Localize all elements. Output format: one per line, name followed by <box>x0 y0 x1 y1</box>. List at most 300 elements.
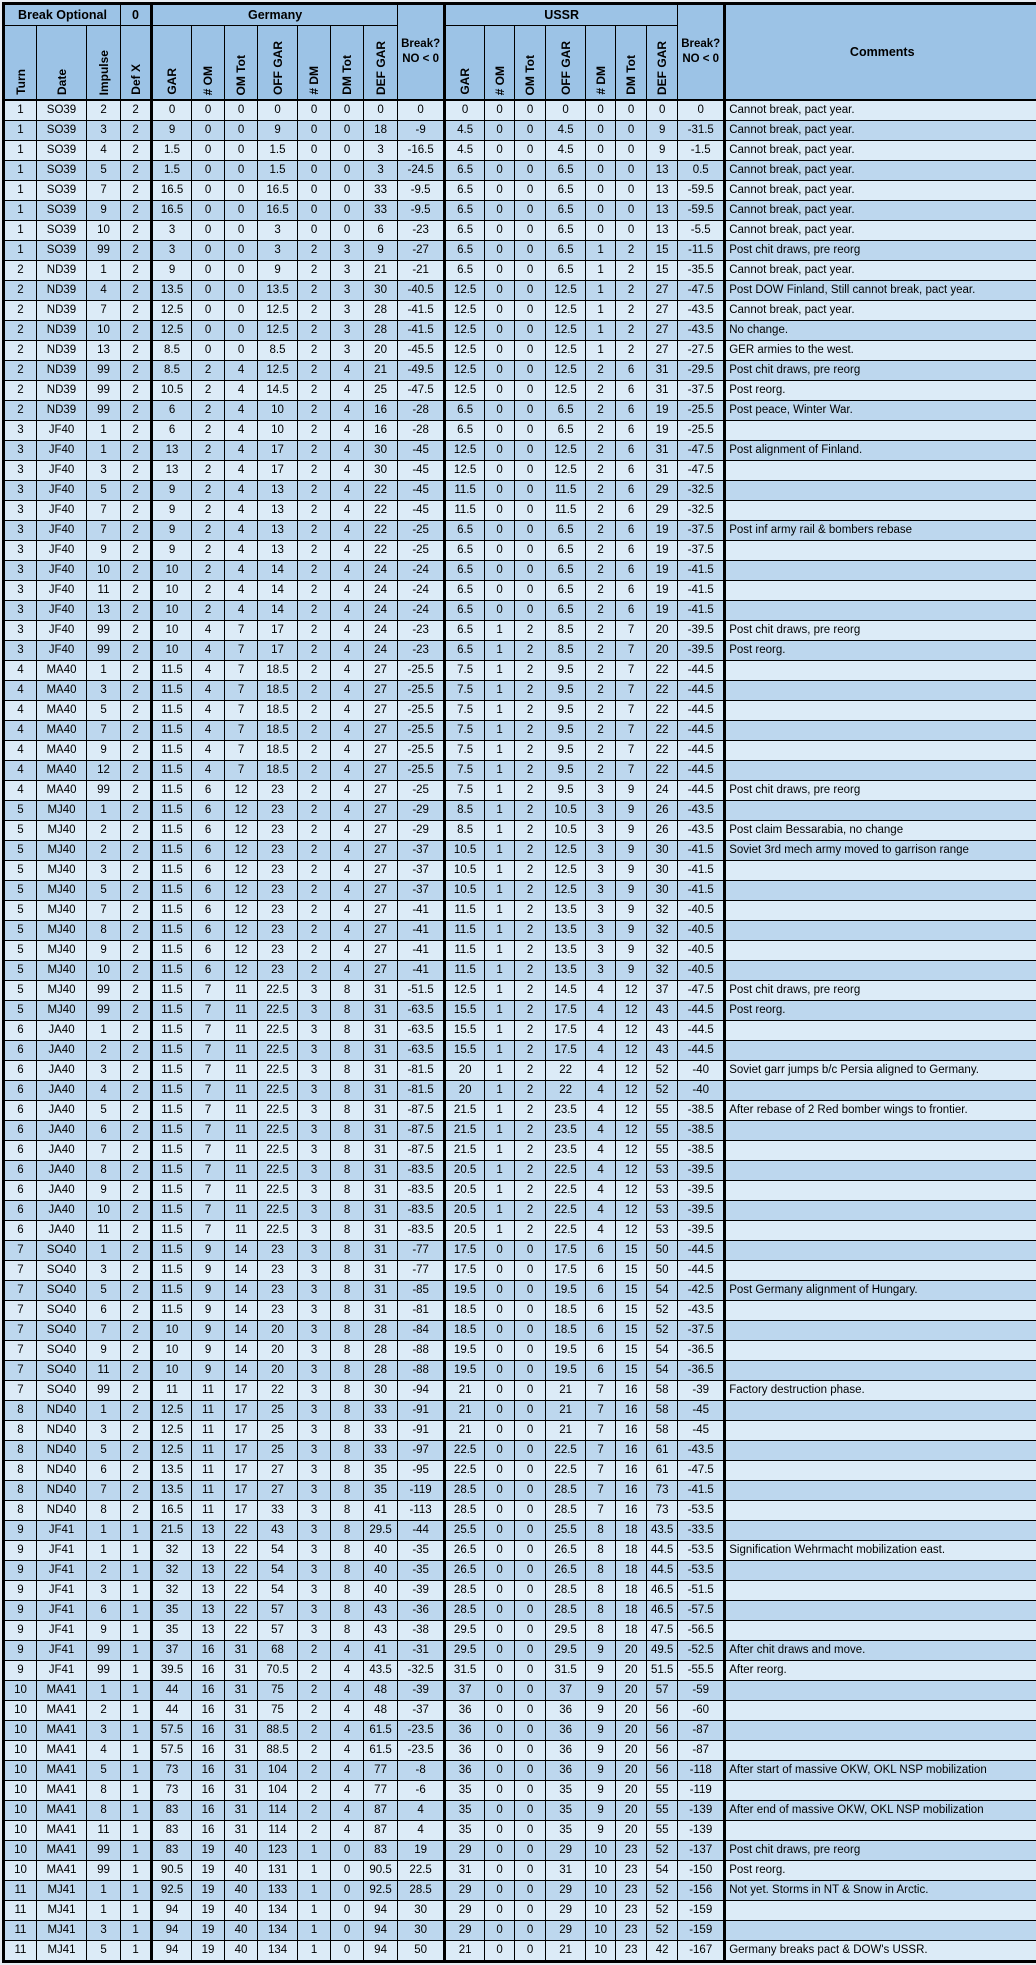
cell-ussr-gar: 6.5 <box>445 161 485 181</box>
cell-ger-break: -16.5 <box>398 141 445 161</box>
cell-ger-off-gar: 22.5 <box>258 1201 298 1221</box>
cell-ussr-break: -41.5 <box>678 601 725 621</box>
cell-ger-off-gar: 3 <box>258 221 298 241</box>
cell-ger-off-gar: 18.5 <box>258 741 298 761</box>
cell-impulse: 11 <box>87 1361 121 1381</box>
cell-ussr-gar: 7.5 <box>445 661 485 681</box>
cell-ger-om-tot: 11 <box>225 1221 258 1241</box>
col-header-date: Date <box>37 26 87 101</box>
cell-turn: 5 <box>4 921 37 941</box>
cell-ger-om-tot: 0 <box>225 301 258 321</box>
cell-ussr-num-dm: 8 <box>586 1561 616 1581</box>
cell-ussr-num-om: 1 <box>485 1081 515 1101</box>
cell-ussr-om-tot: 0 <box>515 1941 546 1962</box>
cell-ussr-off-gar: 23.5 <box>546 1101 586 1121</box>
cell-ussr-num-dm: 4 <box>586 1201 616 1221</box>
cell-ussr-off-gar: 22 <box>546 1081 586 1101</box>
cell-ger-def-gar: 31 <box>364 981 398 1001</box>
cell-ussr-dm-tot: 23 <box>616 1881 647 1901</box>
cell-ussr-break: -47.5 <box>678 1461 725 1481</box>
cell-ussr-dm-tot: 18 <box>616 1521 647 1541</box>
cell-ussr-def-gar: 9 <box>647 121 678 141</box>
cell-ger-def-gar: 77 <box>364 1781 398 1801</box>
table-row <box>4 100 1036 121</box>
cell-ussr-num-dm: 0 <box>586 201 616 221</box>
cell-ger-om-tot: 4 <box>225 381 258 401</box>
cell-ussr-break: -37.5 <box>678 521 725 541</box>
cell-ussr-gar: 6.5 <box>445 601 485 621</box>
cell-comment: After end of massive OKW, OKL NSP mobilization <box>725 1801 1036 1821</box>
cell-ussr-def-gar: 13 <box>647 181 678 201</box>
cell-ussr-num-om: 0 <box>485 241 515 261</box>
cell-turn: 2 <box>4 261 37 281</box>
cell-ger-num-om: 4 <box>192 681 225 701</box>
cell-ussr-om-tot: 0 <box>515 521 546 541</box>
cell-ussr-dm-tot: 23 <box>616 1841 647 1861</box>
col-header-ussr-om-tot: OM Tot <box>515 26 546 101</box>
cell-ussr-break: -41.5 <box>678 1481 725 1501</box>
cell-ussr-gar: 11.5 <box>445 961 485 981</box>
cell-ussr-break: -137 <box>678 1841 725 1861</box>
cell-ger-break: -36 <box>398 1601 445 1621</box>
cell-ussr-gar: 7.5 <box>445 701 485 721</box>
cell-date: JF41 <box>37 1561 87 1581</box>
table-row <box>4 1661 1036 1681</box>
cell-ger-num-om: 7 <box>192 1221 225 1241</box>
cell-ussr-dm-tot: 20 <box>616 1681 647 1701</box>
table-row <box>4 941 1036 961</box>
cell-def-x: 1 <box>121 1761 152 1781</box>
cell-ger-num-om: 7 <box>192 1101 225 1121</box>
cell-ussr-num-dm: 9 <box>586 1761 616 1781</box>
cell-comment: Cannot break, pact year. <box>725 301 1036 321</box>
cell-impulse: 11 <box>87 581 121 601</box>
cell-ger-dm-tot: 4 <box>331 1761 364 1781</box>
cell-ussr-break: -118 <box>678 1761 725 1781</box>
cell-ger-dm-tot: 4 <box>331 581 364 601</box>
cell-ussr-break: -43.5 <box>678 801 725 821</box>
cell-turn: 3 <box>4 481 37 501</box>
cell-ger-om-tot: 4 <box>225 581 258 601</box>
cell-comment: Soviet garr jumps b/c Persia aligned to Germany. <box>725 1061 1036 1081</box>
cell-ger-num-om: 13 <box>192 1541 225 1561</box>
group-header-row <box>4 4 1036 26</box>
cell-ussr-off-gar: 35 <box>546 1801 586 1821</box>
cell-ussr-dm-tot: 16 <box>616 1481 647 1501</box>
cell-ger-num-om: 2 <box>192 521 225 541</box>
cell-ussr-break: -25.5 <box>678 421 725 441</box>
cell-ussr-om-tot: 0 <box>515 401 546 421</box>
cell-ger-num-om: 7 <box>192 1121 225 1141</box>
cell-date: JA40 <box>37 1121 87 1141</box>
cell-ussr-def-gar: 49.5 <box>647 1641 678 1661</box>
cell-turn: 1 <box>4 201 37 221</box>
cell-date: JF40 <box>37 601 87 621</box>
cell-ger-num-om: 4 <box>192 621 225 641</box>
cell-ussr-dm-tot: 15 <box>616 1361 647 1381</box>
cell-ussr-om-tot: 0 <box>515 1541 546 1561</box>
cell-ger-dm-tot: 8 <box>331 1161 364 1181</box>
cell-ussr-def-gar: 52 <box>647 1901 678 1921</box>
cell-ger-num-dm: 3 <box>298 1521 331 1541</box>
cell-ussr-break: -44.5 <box>678 1241 725 1261</box>
cell-ussr-off-gar: 18.5 <box>546 1301 586 1321</box>
cell-ussr-def-gar: 9 <box>647 141 678 161</box>
cell-ger-om-tot: 31 <box>225 1681 258 1701</box>
cell-ger-num-om: 2 <box>192 461 225 481</box>
col-header-ussr-num-dm: # DM <box>586 26 616 101</box>
table-row <box>4 481 1036 501</box>
cell-ussr-gar: 11.5 <box>445 481 485 501</box>
cell-ger-dm-tot: 8 <box>331 1461 364 1481</box>
cell-ussr-off-gar: 23.5 <box>546 1121 586 1141</box>
cell-comment: Cannot break, pact year. <box>725 261 1036 281</box>
cell-ussr-break: -40.5 <box>678 941 725 961</box>
cell-ussr-num-dm: 6 <box>586 1341 616 1361</box>
cell-ussr-dm-tot: 18 <box>616 1621 647 1641</box>
cell-ger-om-tot: 12 <box>225 941 258 961</box>
cell-ussr-break: -167 <box>678 1941 725 1962</box>
cell-ger-gar: 8.5 <box>152 361 192 381</box>
cell-ger-off-gar: 22.5 <box>258 1021 298 1041</box>
cell-turn: 7 <box>4 1361 37 1381</box>
cell-ger-gar: 11.5 <box>152 1021 192 1041</box>
cell-turn: 7 <box>4 1381 37 1401</box>
cell-ger-break: -39 <box>398 1581 445 1601</box>
cell-ger-om-tot: 14 <box>225 1321 258 1341</box>
cell-def-x: 2 <box>121 241 152 261</box>
cell-ger-gar: 11.5 <box>152 761 192 781</box>
cell-turn: 9 <box>4 1621 37 1641</box>
cell-comment <box>725 421 1036 441</box>
cell-date: SO40 <box>37 1321 87 1341</box>
cell-ussr-gar: 7.5 <box>445 721 485 741</box>
cell-ger-om-tot: 12 <box>225 861 258 881</box>
cell-ussr-gar: 6.5 <box>445 221 485 241</box>
cell-ger-gar: 11.5 <box>152 861 192 881</box>
cell-ussr-off-gar: 12.5 <box>546 881 586 901</box>
cell-ger-off-gar: 27 <box>258 1461 298 1481</box>
cell-ger-def-gar: 27 <box>364 881 398 901</box>
cell-ussr-num-dm: 4 <box>586 1041 616 1061</box>
table-header <box>4 4 1036 101</box>
cell-ussr-gar: 21 <box>445 1421 485 1441</box>
cell-ussr-gar: 18.5 <box>445 1321 485 1341</box>
cell-ussr-break: -42.5 <box>678 1281 725 1301</box>
cell-ger-om-tot: 0 <box>225 201 258 221</box>
cell-ger-dm-tot: 8 <box>331 1581 364 1601</box>
cell-ger-om-tot: 4 <box>225 461 258 481</box>
cell-def-x: 2 <box>121 1341 152 1361</box>
cell-turn: 5 <box>4 841 37 861</box>
cell-ussr-num-dm: 2 <box>586 641 616 661</box>
cell-ussr-gar: 36 <box>445 1761 485 1781</box>
cell-ussr-om-tot: 0 <box>515 121 546 141</box>
cell-ussr-def-gar: 52 <box>647 1061 678 1081</box>
cell-ger-om-tot: 31 <box>225 1661 258 1681</box>
cell-ger-dm-tot: 0 <box>331 121 364 141</box>
cell-ussr-off-gar: 9.5 <box>546 721 586 741</box>
cell-ussr-break: -32.5 <box>678 501 725 521</box>
cell-ussr-dm-tot: 0 <box>616 221 647 241</box>
cell-ger-gar: 11.5 <box>152 1181 192 1201</box>
cell-def-x: 1 <box>121 1741 152 1761</box>
cell-turn: 10 <box>4 1841 37 1861</box>
cell-def-x: 1 <box>121 1781 152 1801</box>
cell-comment <box>725 1741 1036 1761</box>
cell-ger-num-dm: 2 <box>298 621 331 641</box>
cell-ussr-break: -38.5 <box>678 1141 725 1161</box>
cell-ussr-om-tot: 0 <box>515 441 546 461</box>
cell-ussr-num-dm: 8 <box>586 1621 616 1641</box>
table-row <box>4 1701 1036 1721</box>
cell-impulse: 99 <box>87 621 121 641</box>
cell-ussr-num-om: 0 <box>485 1521 515 1541</box>
cell-ger-break: -39 <box>398 1681 445 1701</box>
cell-ger-num-om: 16 <box>192 1721 225 1741</box>
cell-turn: 7 <box>4 1341 37 1361</box>
cell-ussr-break: -44.5 <box>678 1021 725 1041</box>
cell-comment <box>725 1481 1036 1501</box>
cell-ussr-num-dm: 9 <box>586 1721 616 1741</box>
cell-ger-gar: 11.5 <box>152 1241 192 1261</box>
cell-ussr-def-gar: 19 <box>647 421 678 441</box>
cell-ussr-break: -59 <box>678 1681 725 1701</box>
cell-ger-def-gar: 28 <box>364 321 398 341</box>
cell-turn: 10 <box>4 1721 37 1741</box>
cell-ussr-off-gar: 29.5 <box>546 1621 586 1641</box>
cell-ger-num-dm: 2 <box>298 1681 331 1701</box>
cell-ussr-num-dm: 7 <box>586 1441 616 1461</box>
cell-ger-off-gar: 10 <box>258 421 298 441</box>
cell-turn: 6 <box>4 1161 37 1181</box>
cell-ussr-off-gar: 14.5 <box>546 981 586 1001</box>
cell-def-x: 2 <box>121 221 152 241</box>
cell-ger-num-dm: 2 <box>298 261 331 281</box>
cell-ussr-break: -139 <box>678 1801 725 1821</box>
cell-ger-def-gar: 48 <box>364 1681 398 1701</box>
cell-turn: 6 <box>4 1081 37 1101</box>
cell-ger-om-tot: 11 <box>225 1061 258 1081</box>
cell-impulse: 5 <box>87 1941 121 1962</box>
cell-date: ND39 <box>37 321 87 341</box>
cell-ger-off-gar: 114 <box>258 1821 298 1841</box>
cell-comment <box>725 1361 1036 1381</box>
cell-ussr-dm-tot: 9 <box>616 901 647 921</box>
cell-ger-def-gar: 33 <box>364 201 398 221</box>
cell-ussr-break: -41.5 <box>678 881 725 901</box>
cell-ger-off-gar: 23 <box>258 1241 298 1261</box>
cell-date: SO39 <box>37 201 87 221</box>
cell-ussr-dm-tot: 12 <box>616 1001 647 1021</box>
cell-ger-def-gar: 22 <box>364 481 398 501</box>
cell-turn: 10 <box>4 1861 37 1881</box>
cell-ger-def-gar: 22 <box>364 521 398 541</box>
cell-ger-gar: 11.5 <box>152 1121 192 1141</box>
cell-ger-off-gar: 9 <box>258 261 298 281</box>
cell-ussr-def-gar: 19 <box>647 581 678 601</box>
cell-ger-dm-tot: 8 <box>331 1081 364 1101</box>
cell-ussr-off-gar: 31.5 <box>546 1661 586 1681</box>
cell-ussr-gar: 6.5 <box>445 641 485 661</box>
table-row <box>4 1301 1036 1321</box>
cell-ger-num-om: 7 <box>192 1001 225 1021</box>
cell-ussr-off-gar: 6.5 <box>546 181 586 201</box>
cell-ussr-num-om: 0 <box>485 1301 515 1321</box>
cell-ger-num-dm: 3 <box>298 1361 331 1381</box>
cell-ussr-break: -119 <box>678 1781 725 1801</box>
cell-ussr-gar: 6.5 <box>445 581 485 601</box>
cell-ger-def-gar: 21 <box>364 261 398 281</box>
cell-ussr-off-gar: 8.5 <box>546 621 586 641</box>
cell-ger-break: -87.5 <box>398 1141 445 1161</box>
cell-turn: 1 <box>4 241 37 261</box>
cell-ger-off-gar: 22.5 <box>258 1101 298 1121</box>
cell-turn: 10 <box>4 1701 37 1721</box>
cell-ger-num-om: 9 <box>192 1321 225 1341</box>
cell-ger-gar: 16.5 <box>152 181 192 201</box>
cell-impulse: 99 <box>87 401 121 421</box>
cell-ger-off-gar: 16.5 <box>258 201 298 221</box>
cell-impulse: 9 <box>87 941 121 961</box>
cell-ussr-gar: 10.5 <box>445 861 485 881</box>
cell-def-x: 2 <box>121 1281 152 1301</box>
cell-impulse: 1 <box>87 1901 121 1921</box>
cell-ussr-num-dm: 9 <box>586 1661 616 1681</box>
cell-def-x: 2 <box>121 561 152 581</box>
cell-date: ND39 <box>37 261 87 281</box>
cell-ger-dm-tot: 4 <box>331 741 364 761</box>
cell-def-x: 1 <box>121 1601 152 1621</box>
cell-ussr-num-dm: 1 <box>586 241 616 261</box>
cell-ger-num-om: 6 <box>192 861 225 881</box>
cell-comment: Post chit draws, pre reorg <box>725 361 1036 381</box>
cell-ussr-num-dm: 6 <box>586 1301 616 1321</box>
cell-ger-num-om: 11 <box>192 1421 225 1441</box>
cell-ussr-num-om: 0 <box>485 1661 515 1681</box>
cell-ger-num-dm: 2 <box>298 721 331 741</box>
cell-ger-break: -85 <box>398 1281 445 1301</box>
cell-ussr-off-gar: 6.5 <box>546 201 586 221</box>
cell-turn: 8 <box>4 1441 37 1461</box>
cell-ussr-off-gar: 36 <box>546 1761 586 1781</box>
cell-ussr-break: -41.5 <box>678 561 725 581</box>
cell-ger-dm-tot: 4 <box>331 641 364 661</box>
cell-ussr-off-gar: 11.5 <box>546 481 586 501</box>
cell-ussr-num-dm: 2 <box>586 561 616 581</box>
cell-def-x: 2 <box>121 1441 152 1461</box>
cell-ger-om-tot: 0 <box>225 281 258 301</box>
cell-ussr-break: -36.5 <box>678 1361 725 1381</box>
cell-date: JF40 <box>37 581 87 601</box>
cell-ussr-dm-tot: 20 <box>616 1781 647 1801</box>
cell-ger-def-gar: 16 <box>364 421 398 441</box>
cell-ussr-off-gar: 12.5 <box>546 381 586 401</box>
cell-ussr-break: -41.5 <box>678 861 725 881</box>
cell-turn: 10 <box>4 1801 37 1821</box>
cell-ussr-break: 0.5 <box>678 161 725 181</box>
cell-date: JA40 <box>37 1061 87 1081</box>
cell-ger-off-gar: 12.5 <box>258 361 298 381</box>
cell-ussr-num-dm: 9 <box>586 1801 616 1821</box>
cell-ger-gar: 12.5 <box>152 1401 192 1421</box>
cell-comment <box>725 881 1036 901</box>
cell-ussr-num-dm: 3 <box>586 801 616 821</box>
cell-ussr-om-tot: 2 <box>515 1201 546 1221</box>
cell-ussr-gar: 29 <box>445 1921 485 1941</box>
cell-def-x: 2 <box>121 161 152 181</box>
cell-ussr-num-om: 0 <box>485 121 515 141</box>
cell-impulse: 10 <box>87 961 121 981</box>
cell-impulse: 7 <box>87 901 121 921</box>
cell-ger-break: -81.5 <box>398 1081 445 1101</box>
cell-ussr-om-tot: 0 <box>515 181 546 201</box>
cell-ussr-off-gar: 35 <box>546 1781 586 1801</box>
cell-ussr-num-dm: 4 <box>586 1141 616 1161</box>
cell-ger-om-tot: 7 <box>225 721 258 741</box>
cell-ger-dm-tot: 4 <box>331 441 364 461</box>
cell-ussr-dm-tot: 15 <box>616 1261 647 1281</box>
cell-ger-off-gar: 14 <box>258 601 298 621</box>
cell-ussr-off-gar: 12.5 <box>546 361 586 381</box>
cell-ussr-num-om: 1 <box>485 861 515 881</box>
cell-ussr-gar: 10.5 <box>445 841 485 861</box>
cell-ger-num-om: 11 <box>192 1381 225 1401</box>
cell-ger-num-om: 19 <box>192 1881 225 1901</box>
cell-ussr-dm-tot: 20 <box>616 1821 647 1841</box>
cell-ger-num-om: 2 <box>192 581 225 601</box>
cell-ger-def-gar: 27 <box>364 961 398 981</box>
cell-ussr-def-gar: 22 <box>647 761 678 781</box>
cell-ussr-num-om: 0 <box>485 1861 515 1881</box>
cell-ussr-def-gar: 46.5 <box>647 1581 678 1601</box>
cell-ger-break: -83.5 <box>398 1161 445 1181</box>
cell-ussr-gar: 12.5 <box>445 361 485 381</box>
cell-ussr-om-tot: 0 <box>515 461 546 481</box>
cell-ger-num-dm: 2 <box>298 901 331 921</box>
cell-ger-dm-tot: 4 <box>331 941 364 961</box>
cell-ussr-num-om: 0 <box>485 481 515 501</box>
cell-impulse: 99 <box>87 361 121 381</box>
table-row <box>4 1501 1036 1521</box>
cell-ussr-om-tot: 0 <box>515 1881 546 1901</box>
cell-ger-def-gar: 33 <box>364 181 398 201</box>
cell-ussr-dm-tot: 16 <box>616 1461 647 1481</box>
cell-ger-gar: 57.5 <box>152 1741 192 1761</box>
cell-ger-def-gar: 31 <box>364 1041 398 1061</box>
cell-ussr-break: -43.5 <box>678 1301 725 1321</box>
cell-ger-dm-tot: 0 <box>331 161 364 181</box>
cell-ger-gar: 12.5 <box>152 321 192 341</box>
cell-def-x: 2 <box>121 1021 152 1041</box>
cell-ussr-gar: 11.5 <box>445 921 485 941</box>
cell-def-x: 2 <box>121 981 152 1001</box>
cell-ger-off-gar: 13 <box>258 501 298 521</box>
cell-ger-def-gar: 27 <box>364 861 398 881</box>
cell-def-x: 2 <box>121 100 152 121</box>
cell-ussr-om-tot: 0 <box>515 1821 546 1841</box>
cell-impulse: 5 <box>87 1761 121 1781</box>
cell-ger-num-dm: 2 <box>298 301 331 321</box>
cell-ger-om-tot: 22 <box>225 1581 258 1601</box>
cell-ger-om-tot: 31 <box>225 1781 258 1801</box>
cell-ussr-num-dm: 2 <box>586 701 616 721</box>
cell-ger-def-gar: 40 <box>364 1581 398 1601</box>
cell-ger-gar: 11.5 <box>152 1301 192 1321</box>
cell-ger-off-gar: 17 <box>258 461 298 481</box>
table-row <box>4 1721 1036 1741</box>
cell-ger-om-tot: 17 <box>225 1381 258 1401</box>
